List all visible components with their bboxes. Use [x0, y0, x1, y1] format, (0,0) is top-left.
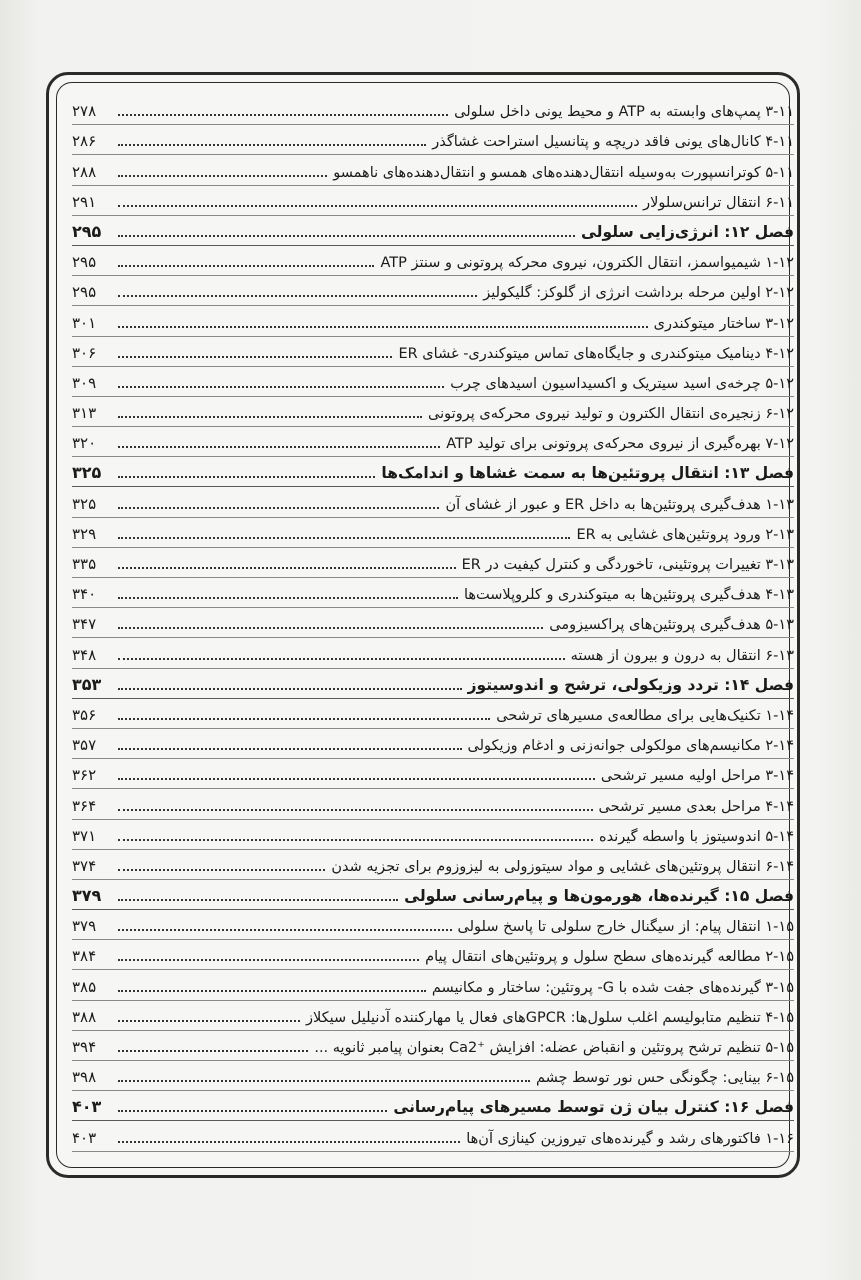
section-title: ۳-۱۵ گیرنده‌های جفت شده با G- پروتئین: ساختار و مکانیسم	[431, 979, 794, 996]
toc-entry-row	[72, 1031, 794, 1061]
toc-entry-row	[72, 548, 794, 578]
toc-entry-row	[72, 970, 794, 1000]
page-number: ۳۵۶	[72, 705, 97, 724]
dot-leader	[118, 1019, 300, 1022]
toc-entry-row	[72, 306, 794, 336]
toc-entry-row	[72, 759, 794, 789]
dot-leader	[118, 536, 570, 539]
section-title: ۵-۱۳ هدف‌گیری پروتئین‌های پراکسیزومی	[549, 617, 794, 634]
section-title: ۱-۱۲ شیمیواسمز، انتقال الکترون، نیروی محرکه پروتونی و سنتز ATP	[380, 255, 794, 272]
dot-leader	[118, 657, 565, 660]
page-number: ۳۴۷	[72, 615, 97, 634]
section-title: ۶-۱۱ انتقال ترانس‌سلولار	[643, 194, 794, 211]
toc-entry-row	[72, 397, 794, 427]
page-number: ۲۷۸	[72, 102, 97, 121]
dot-leader	[118, 626, 543, 629]
page-number: ۳۱۳	[72, 404, 97, 423]
toc-entry-row	[72, 729, 794, 759]
table-of-contents	[72, 95, 794, 1152]
toc-entry-row	[72, 789, 794, 819]
dot-leader	[118, 506, 439, 509]
section-title: ۶-۱۲ زنجیره‌ی انتقال الکترون و تولید نیروی محرکه‌ی پروتونی	[428, 406, 794, 423]
dot-leader	[118, 174, 327, 177]
toc-entry-row	[72, 608, 794, 638]
toc-chapter-row	[72, 1091, 794, 1121]
dot-leader	[118, 989, 426, 992]
dot-leader	[118, 143, 426, 146]
page-number: ۳۷۱	[72, 826, 97, 845]
toc-entry-row	[72, 95, 794, 125]
section-title: ۵-۱۴ اندوسیتوز با واسطه گیرنده	[599, 828, 794, 845]
page-number: ۳۴۰	[72, 585, 97, 604]
page-number: ۳۲۹	[72, 524, 97, 543]
section-title: ۲-۱۲ اولین مرحله برداشت انرژی از گلوکز: گلیکولیز	[483, 285, 794, 302]
page-number: ۳۶۲	[72, 766, 97, 785]
toc-entry-row	[72, 638, 794, 668]
section-title: ۶-۱۴ انتقال پروتئین‌های غشایی و مواد سیتوزولی به لیزوزوم برای تجزیه شدن	[331, 858, 794, 875]
dot-leader	[118, 355, 392, 358]
toc-entry-row	[72, 699, 794, 729]
section-title: ۲-۱۳ ورود پروتئین‌های غشایی به ER	[576, 526, 794, 543]
toc-chapter-row	[72, 669, 794, 699]
page-number: ۳۰۱	[72, 313, 97, 332]
toc-entry-row	[72, 246, 794, 276]
section-title: ۱-۱۴ تکنیک‌هایی برای مطالعه‌ی مسیرهای ترشحی	[496, 707, 794, 724]
section-title: ۱-۱۶ فاکتورهای رشد و گیرنده‌های تیروزین کینازی آن‌ها	[466, 1130, 794, 1147]
page-number: ۳۲۰	[72, 434, 97, 453]
toc-entry-row	[72, 155, 794, 185]
section-title: ۴-۱۳ هدف‌گیری پروتئین‌ها به میتوکندری و کلروپلاست‌ها	[463, 587, 794, 604]
dot-leader	[118, 566, 456, 569]
dot-leader	[118, 687, 462, 690]
page-number: ۳۳۵	[72, 555, 97, 573]
toc-entry-row	[72, 427, 794, 457]
page-number: ۳۸۵	[72, 977, 97, 996]
dot-leader	[118, 868, 325, 871]
dot-leader	[118, 1049, 308, 1052]
section-title: ۶-۱۳ انتقال به درون و بیرون از هسته	[570, 647, 794, 664]
toc-entry-row	[72, 578, 794, 608]
section-title: ۴-۱۱ کانال‌های یونی فاقد دریچه و پتانسیل استراحت غشاگذر	[432, 134, 794, 151]
page-number: ۴۰۳	[72, 1097, 102, 1117]
toc-entry-row	[72, 820, 794, 850]
section-title: ۳-۱۴ مراحل اولیه مسیر ترشحی	[600, 768, 794, 785]
toc-entry-row	[72, 850, 794, 880]
section-title: ۷-۱۲ بهره‌گیری از نیروی محرکه‌ی پروتونی برای تولید ATP	[446, 436, 794, 453]
section-title: ۳-۱۱ پمپ‌های وابسته به ATP و محیط یونی داخل سلولی	[454, 104, 794, 121]
dot-leader	[118, 958, 419, 961]
page-number: ۳۵۷	[72, 736, 97, 755]
section-title: ۱-۱۳ هدف‌گیری پروتئین‌ها به داخل ER و عبور از غشای آن	[445, 496, 794, 513]
toc-chapter-row	[72, 457, 794, 487]
dot-leader	[118, 325, 648, 328]
section-title: ۴-۱۲ دینامیک میتوکندری و جایگاه‌های تماس میتوکندری- غشای ER	[398, 345, 794, 362]
toc-chapter-row	[72, 216, 794, 246]
page-number: ۳۸۴	[72, 947, 97, 966]
page-number: ۳۰۶	[72, 343, 97, 362]
section-title: ۵-۱۵ تنظیم ترشح پروتئین و انقباض عضله: افزایش ⁺Ca2 بعنوان پیامبر ثانویه ...	[314, 1040, 794, 1056]
dot-leader	[118, 1079, 530, 1082]
dot-leader	[118, 898, 398, 901]
dot-leader	[118, 264, 374, 267]
toc-entry-row	[72, 1061, 794, 1091]
chapter-title: فصل ۱۶: کنترل بیان ژن توسط مسیرهای پیام‌رسانی	[393, 1098, 794, 1117]
toc-entry-row	[72, 337, 794, 367]
toc-entry-row	[72, 518, 794, 548]
dot-leader	[118, 717, 490, 720]
toc-entry-row	[72, 125, 794, 155]
section-title: ۲-۱۴ مکانیسم‌های مولکولی جوانه‌زنی و ادغام وزیکولی	[467, 738, 794, 755]
page-number: ۳۲۵	[72, 463, 102, 483]
toc-chapter-row	[72, 880, 794, 910]
page-number: ۲۹۵	[72, 283, 97, 302]
section-title: ۵-۱۱ کوترانسپورت به‌وسیله انتقال‌دهنده‌های همسو و انتقال‌دهنده‌های ناهمسو	[333, 164, 794, 181]
dot-leader	[118, 415, 422, 418]
dot-leader	[118, 747, 462, 750]
toc-entry-row	[72, 276, 794, 306]
dot-leader	[118, 777, 595, 780]
chapter-title: فصل ۱۲: انرژی‌زایی سلولی	[580, 222, 794, 241]
page-number: ۲۹۵	[72, 221, 102, 241]
dot-leader	[118, 838, 593, 841]
page-number: ۲۹۵	[72, 253, 97, 272]
toc-entry-row	[72, 487, 794, 517]
dot-leader	[118, 928, 452, 931]
page-number: ۲۸۸	[72, 162, 97, 181]
toc-entry-row	[72, 910, 794, 940]
section-title: ۴-۱۴ مراحل بعدی مسیر ترشحی	[598, 798, 794, 815]
page-number: ۳۷۹	[72, 917, 97, 936]
toc-entry-row	[72, 940, 794, 970]
page-number: ۳۶۴	[72, 796, 97, 815]
chapter-title: فصل ۱۴: تردد وزیکولی، ترشح و اندوسیتوز	[467, 675, 794, 694]
page-number: ۳۹۴	[72, 1038, 97, 1056]
page-number: ۳۲۵	[72, 494, 97, 513]
section-title: ۵-۱۲ چرخه‌ی اسید سیتریک و اکسیداسیون اسیدهای چرب	[450, 375, 794, 392]
section-title: ۳-۱۳ تغییرات پروتئینی، تاخوردگی و کنترل کیفیت در ER	[461, 557, 794, 573]
dot-leader	[118, 475, 375, 478]
page-number: ۲۸۶	[72, 132, 97, 151]
page-number: ۲۹۱	[72, 192, 97, 211]
toc-entry-row	[72, 186, 794, 216]
chapter-title: فصل ۱۵: گیرنده‌ها، هورمون‌ها و پیام‌رسانی سلولی	[404, 887, 794, 906]
page-number: ۳۸۸	[72, 1007, 97, 1026]
page-number: ۳۵۳	[72, 674, 102, 694]
page-number: ۳۰۹	[72, 373, 97, 392]
section-title: ۳-۱۲ ساختار میتوکندری	[653, 315, 794, 332]
page-number: ۳۹۸	[72, 1068, 97, 1087]
dot-leader	[118, 294, 477, 297]
dot-leader	[118, 1140, 460, 1143]
toc-entry-row	[72, 1001, 794, 1031]
section-title: ۶-۱۵ بینایی: چگونگی حس نور توسط چشم	[535, 1070, 794, 1087]
dot-leader	[118, 204, 637, 207]
dot-leader	[118, 234, 575, 237]
dot-leader	[118, 596, 458, 599]
dot-leader	[118, 808, 593, 811]
section-title: ۱-۱۵ انتقال پیام: از سیگنال خارج سلولی تا پاسخ سلولی	[457, 919, 794, 936]
toc-entry-row	[72, 367, 794, 397]
dot-leader	[118, 113, 448, 116]
section-title: ۴-۱۵ تنظیم متابولیسم اغلب سلول‌ها: GPCRهای فعال یا مهارکننده آدنیلیل سیکلاز	[306, 1009, 794, 1026]
chapter-title: فصل ۱۳: انتقال پروتئین‌ها به سمت غشاها و اندامک‌ها	[381, 464, 794, 483]
page-number: ۳۷۴	[72, 856, 97, 875]
section-title: ۲-۱۵ مطالعه گیرنده‌های سطح سلول و پروتئین‌های انتقال پیام	[425, 949, 794, 966]
dot-leader	[118, 445, 440, 448]
page-number: ۳۷۹	[72, 886, 102, 906]
page-number: ۴۰۳	[72, 1128, 97, 1147]
page-number: ۳۴۸	[72, 645, 97, 664]
dot-leader	[118, 385, 444, 388]
dot-leader	[118, 1109, 387, 1112]
toc-entry-row	[72, 1121, 794, 1151]
